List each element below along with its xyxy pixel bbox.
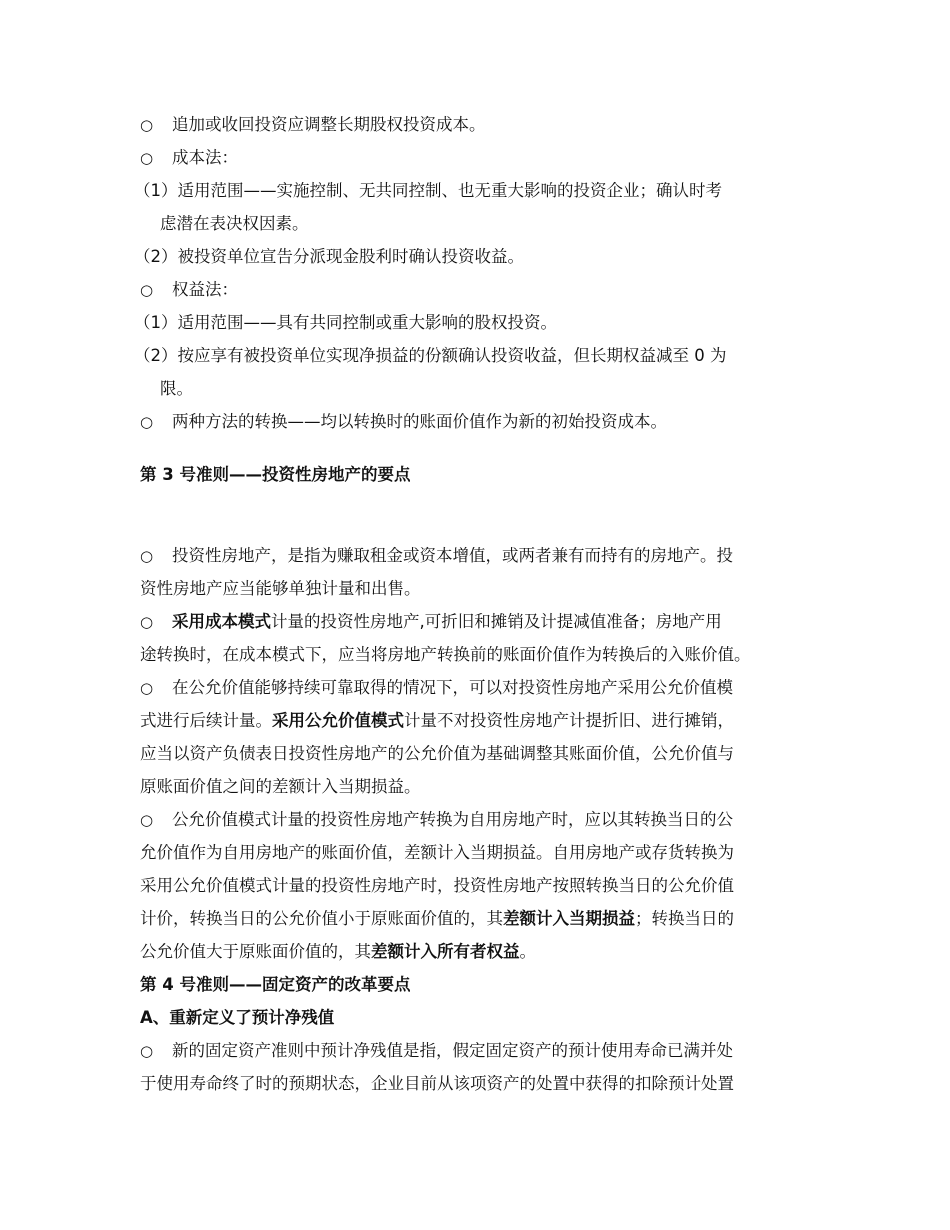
line-text: 允价值作为自用房地产的账面价值，差额计入当期损益。自用房地产或存货转换为 <box>140 843 734 862</box>
circle-bullet-icon <box>140 1034 172 1068</box>
bold-text: 差额计入当期损益 <box>503 909 635 928</box>
circle-bullet-icon <box>140 108 172 142</box>
line-text: 。 <box>519 942 536 961</box>
numbered-line <box>134 306 830 339</box>
line-text: （1）适用范围——实施控制、无共同控制、也无重大影响的投资企业；确认时考 <box>134 181 722 200</box>
numbered-line <box>134 240 830 273</box>
line-text: 采用公允价值模式计量的投资性房地产时，投资性房地产按照转换当日的公允价值 <box>140 876 734 895</box>
bullet-line <box>140 671 830 704</box>
text-line <box>140 572 830 605</box>
line-text: （2）被投资单位宣告分派现金股利时确认投资收益。 <box>134 247 524 266</box>
line-text: 资性房地产应当能够单独计量和出售。 <box>140 579 421 598</box>
text-line <box>140 1067 830 1100</box>
bullet-line <box>140 273 830 306</box>
line-text: 公允价值大于原账面价值的，其 <box>140 942 371 961</box>
circle-bullet-icon <box>140 141 172 175</box>
text-line <box>140 770 830 803</box>
heading-text: 第 4 号准则——固定资产的改革要点 <box>140 975 411 994</box>
text-line <box>140 869 830 902</box>
bold-text: 采用公允价值模式 <box>272 711 404 730</box>
line-text: 虑潜在表决权因素。 <box>160 214 309 233</box>
bullet-line <box>140 405 830 438</box>
bullet-line <box>140 803 830 836</box>
text-line <box>140 935 830 968</box>
line-text: 计量的投资性房地产,可折旧和摊销及计提减值准备；房地产用 <box>271 612 722 631</box>
circle-bullet-icon <box>140 273 172 307</box>
bullet-line <box>140 141 830 174</box>
circle-bullet-icon <box>140 539 172 573</box>
document-body <box>134 108 830 1100</box>
circle-bullet-icon <box>140 803 172 837</box>
section-heading <box>140 968 830 1001</box>
text-line <box>140 638 830 671</box>
line-text: 权益法： <box>172 280 238 299</box>
section-heading <box>140 458 830 491</box>
numbered-line <box>134 339 830 372</box>
line-text: 两种方法的转换——均以转换时的账面价值作为新的初始投资成本。 <box>172 412 667 431</box>
numbered-line <box>134 174 830 207</box>
bullet-line <box>140 605 830 638</box>
line-text: 计价，转换当日的公允价值小于原账面价值的，其 <box>140 909 503 928</box>
line-text: 追加或收回投资应调整长期股权投资成本。 <box>172 115 486 134</box>
line-text: 应当以资产负债表日投资性房地产的公允价值为基础调整其账面价值，公允价值与 <box>140 744 734 763</box>
circle-bullet-icon <box>140 405 172 439</box>
line-text: 式进行后续计量。 <box>140 711 272 730</box>
heading-text: 第 3 号准则——投资性房地产的要点 <box>140 465 411 484</box>
circle-bullet-icon <box>140 671 172 705</box>
line-text: 原账面价值之间的差额计入当期损益。 <box>140 777 421 796</box>
wrapped-line <box>140 372 830 405</box>
wrapped-line <box>140 207 830 240</box>
line-text: （1）适用范围——具有共同控制或重大影响的股权投资。 <box>134 313 557 332</box>
line-text: 于使用寿命终了时的预期状态，企业目前从该项资产的处置中获得的扣除预计处置 <box>140 1074 734 1093</box>
text-line <box>140 836 830 869</box>
heading-text: A、重新定义了预计净残值 <box>140 1008 335 1027</box>
text-line <box>140 902 830 935</box>
line-text: 新的固定资产准则中预计净残值是指，假定固定资产的预计使用寿命已满并处 <box>172 1041 733 1060</box>
circle-bullet-icon <box>140 605 172 639</box>
bullet-line <box>140 1034 830 1067</box>
line-text: 投资性房地产，是指为赚取租金或资本增值，或两者兼有而持有的房地产。投 <box>172 546 733 565</box>
bullet-line <box>140 539 830 572</box>
line-text: 公允价值模式计量的投资性房地产转换为自用房地产时，应以其转换当日的公 <box>172 810 733 829</box>
line-text: 成本法： <box>172 148 238 167</box>
line-text: 限。 <box>160 379 193 398</box>
line-text: 在公允价值能够持续可靠取得的情况下，可以对投资性房地产采用公允价值模 <box>172 678 733 697</box>
text-line <box>140 704 830 737</box>
line-text: 途转换时，在成本模式下，应当将房地产转换前的账面价值作为转换后的入账价值。 <box>140 645 751 664</box>
subsection-heading <box>140 1001 830 1034</box>
bold-text: 采用成本模式 <box>172 612 271 631</box>
bold-text: 差额计入所有者权益 <box>371 942 520 961</box>
line-text: ；转换当日的 <box>635 909 734 928</box>
line-text: 计量不对投资性房地产计提折旧、进行摊销， <box>404 711 734 730</box>
line-text: （2）按应享有被投资单位实现净损益的份额确认投资收益，但长期权益减至 0 为 <box>134 346 727 365</box>
bullet-line <box>140 108 830 141</box>
text-line <box>140 737 830 770</box>
